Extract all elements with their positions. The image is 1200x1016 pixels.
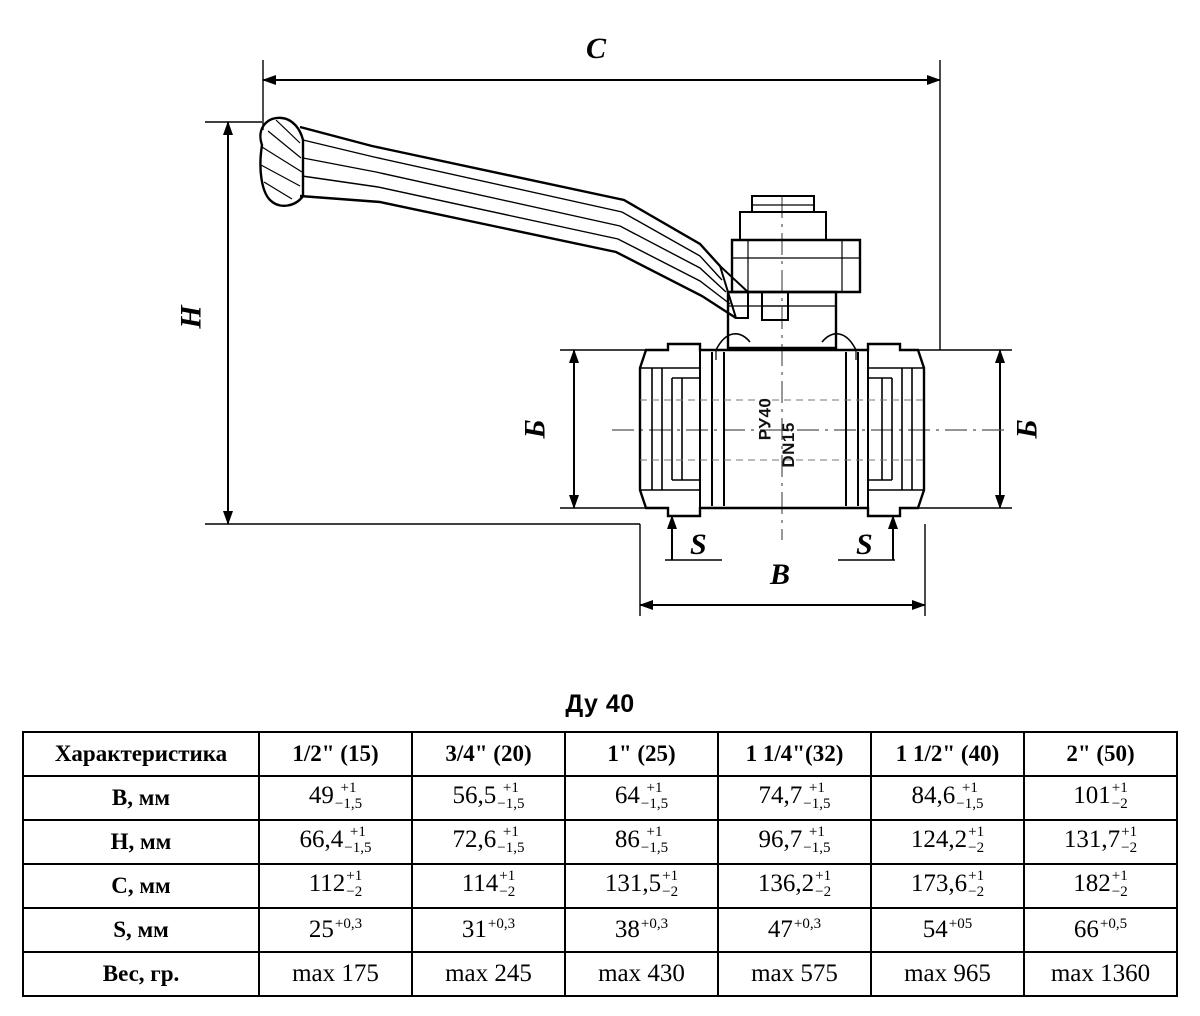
table-cell [871,776,1024,820]
tolerance-lower: −1,5 [640,796,669,812]
tolerance-lower: −2 [815,884,832,900]
tolerance-lower: −1,5 [956,796,984,812]
cell-tolerance [1100,917,1127,933]
cell-tolerance [662,869,678,901]
table-cell [565,952,718,996]
dimension-label-b-right: Б [1010,419,1044,439]
table-cell [259,908,412,952]
row-label: C, мм [23,864,259,908]
table-header-row [23,732,1177,776]
cell-value: max 245 [445,960,532,987]
cell-tolerance [794,917,821,933]
table-cell [718,820,871,864]
table-cell [565,776,718,820]
tolerance-lower: −1,5 [497,796,525,812]
table-cell [718,776,871,820]
tolerance-upper: +1 [499,868,516,885]
specification-table [22,731,1178,997]
tolerance-lower: −1,5 [803,796,831,812]
cell-value: 114 [461,870,499,898]
tolerance-upper: +1 [1111,868,1128,885]
table-cell [871,864,1024,908]
cell-value: 112 [308,870,346,898]
table-cell [565,864,718,908]
tolerance-lower: −2 [662,884,679,900]
body-marking-line1: РУ40 [755,397,775,441]
table-cell [718,952,871,996]
cell-value: max 965 [904,960,991,987]
tolerance-upper: +0,3 [640,915,669,932]
cell-value: 49 [308,782,334,810]
cell-value: 173,6 [910,870,968,898]
table-cell [259,776,412,820]
cell-value: 101 [1073,782,1111,810]
column-header-size-32: 1 1/4"(32) [718,732,871,776]
body-marking-line2: DN15 [778,422,798,468]
diagram-caption: Ду 40 [565,690,635,718]
cell-value: 47 [767,916,793,943]
cell-tolerance [641,781,668,813]
tolerance-upper: +1 [346,868,363,885]
cell-value: 74,7 [758,782,803,810]
tolerance-upper: +0,3 [334,915,363,932]
cell-tolerance [803,825,830,857]
cell-tolerance [641,825,668,857]
table-cell [259,820,412,864]
cell-value: 84,6 [911,782,956,810]
tolerance-lower: −1,5 [640,840,669,856]
column-header-size-50: 2" (50) [1024,732,1177,776]
cell-value: 66,4 [299,826,344,854]
cell-value: 31 [461,916,487,943]
tolerance-upper: +1 [968,824,985,841]
cell-tolerance [497,781,524,813]
tolerance-lower: −1,5 [334,796,363,812]
table-row [23,776,1177,820]
tolerance-upper: +1 [961,780,978,797]
tolerance-upper: +1 [662,868,679,885]
table-body [23,776,1177,996]
table-row [23,820,1177,864]
column-header-size-20: 3/4" (20) [412,732,565,776]
tolerance-lower: −2 [1121,840,1138,856]
cell-value: 96,7 [758,826,803,854]
column-header-characteristic: Характеристика [23,732,259,776]
dimension-label-h: H [174,305,208,329]
cell-value: 56,5 [452,782,497,810]
table-cell [412,952,565,996]
tolerance-upper: +0,3 [487,915,516,932]
table-row [23,908,1177,952]
tolerance-upper: +0,5 [1099,915,1128,932]
tolerance-lower: −2 [499,884,516,900]
cell-tolerance [956,781,983,813]
table-cell [871,952,1024,996]
cell-tolerance [344,825,371,857]
dimension-label-b-bottom: B [770,558,791,591]
table-cell [412,864,565,908]
row-label: B, мм [23,776,259,820]
tolerance-upper: +1 [340,780,357,797]
tolerance-upper: +1 [646,780,663,797]
tolerance-upper: +0,3 [793,915,822,932]
table-cell [718,864,871,908]
table-cell [1024,820,1177,864]
cell-value: 131,5 [604,870,662,898]
dimension-label-c: C [586,32,607,65]
column-header-size-40: 1 1/2" (40) [871,732,1024,776]
row-label: S, мм [23,908,259,952]
table-cell [412,908,565,952]
tolerance-lower: −2 [1111,884,1128,900]
table-cell [718,908,871,952]
cell-value: 64 [614,782,640,810]
cell-value: 124,2 [910,826,968,854]
tolerance-upper: +1 [1111,780,1128,797]
cell-value: 86 [614,826,640,854]
tolerance-upper: +1 [1121,824,1138,841]
cell-tolerance [803,781,830,813]
table-cell [871,908,1024,952]
cell-value: max 175 [292,960,379,987]
dimension-label-s-right: S [856,528,873,561]
table-row [23,952,1177,996]
table-cell [565,908,718,952]
cell-tolerance [1112,781,1128,813]
cell-tolerance [335,917,362,933]
table-cell [412,776,565,820]
cell-value: 136,2 [757,870,815,898]
cell-value: 38 [614,916,640,943]
row-label: H, мм [23,820,259,864]
cell-value: 72,6 [452,826,497,854]
dimension-label-b-left: Б [518,419,552,439]
cell-tolerance [335,781,362,813]
cell-tolerance [499,869,515,901]
tolerance-lower: −2 [1111,796,1128,812]
tolerance-lower: −2 [968,884,985,900]
cell-value: 54 [922,916,948,943]
tolerance-upper: +05 [948,915,973,932]
table-cell [1024,952,1177,996]
table-cell [1024,864,1177,908]
cell-tolerance [346,869,362,901]
tolerance-lower: −1,5 [344,840,372,856]
cell-tolerance [641,917,668,933]
tolerance-lower: −2 [346,884,363,900]
tolerance-lower: −1,5 [497,840,525,856]
tolerance-upper: +1 [815,868,832,885]
dimension-label-s-left: S [690,528,707,561]
cell-value: max 430 [598,960,685,987]
cell-value: 66 [1073,916,1099,943]
tolerance-upper: +1 [502,780,519,797]
tolerance-lower: −1,5 [803,840,831,856]
cell-tolerance [949,917,972,933]
table-cell [1024,776,1177,820]
table-cell [259,864,412,908]
table-cell [871,820,1024,864]
table-cell [1024,908,1177,952]
tolerance-upper: +1 [349,824,366,841]
cell-tolerance [497,825,524,857]
table-cell [259,952,412,996]
table-cell [412,820,565,864]
tolerance-upper: +1 [502,824,519,841]
cell-value: max 575 [751,960,838,987]
cell-value: 131,7 [1063,826,1121,854]
cell-tolerance [488,917,515,933]
tolerance-upper: +1 [968,868,985,885]
cell-tolerance [1112,869,1128,901]
row-label: Вес, гр. [23,952,259,996]
column-header-size-15: 1/2" (15) [259,732,412,776]
table-cell [565,820,718,864]
cell-tolerance [968,825,984,857]
column-header-size-25: 1" (25) [565,732,718,776]
cell-value: max 1360 [1050,960,1151,987]
cell-value: 182 [1073,870,1111,898]
table-row [23,864,1177,908]
cell-tolerance [815,869,831,901]
tolerance-upper: +1 [808,780,825,797]
cell-tolerance [968,869,984,901]
tolerance-lower: −2 [968,840,985,856]
cell-value: 25 [308,916,334,943]
tolerance-upper: +1 [646,824,663,841]
cell-tolerance [1121,825,1137,857]
tolerance-upper: +1 [808,824,825,841]
